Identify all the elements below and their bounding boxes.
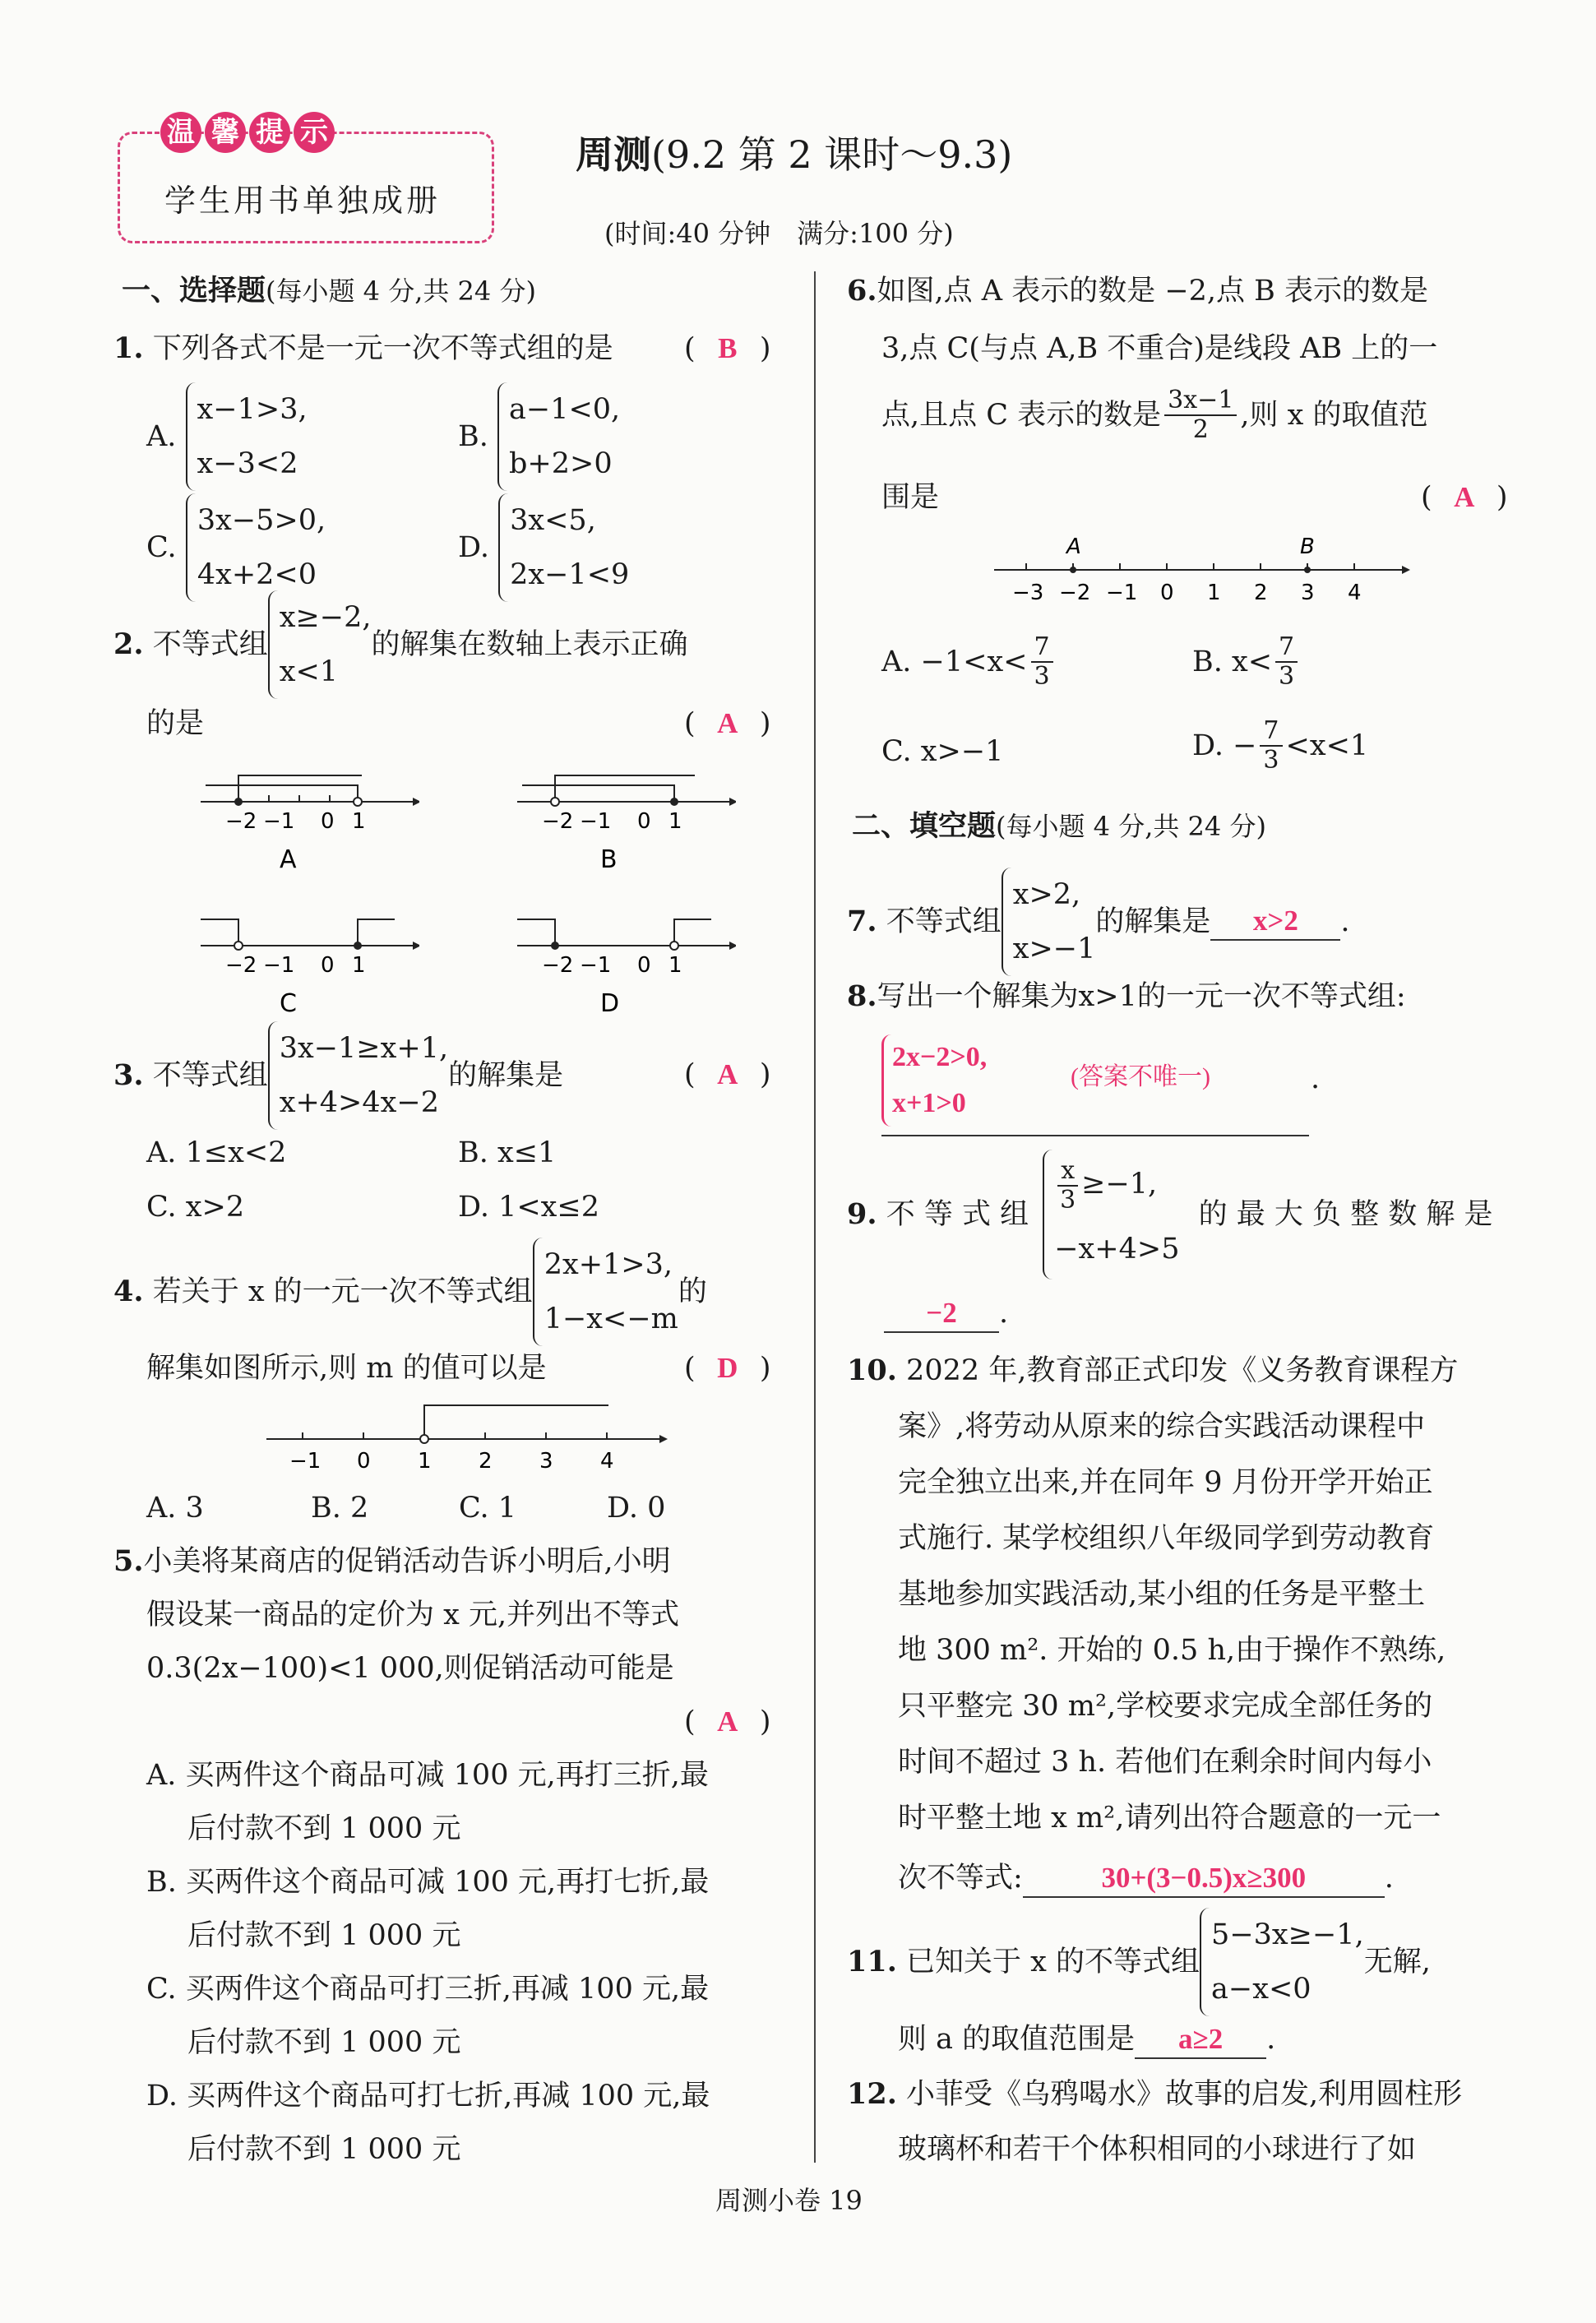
q6-option-a: A. −1<x< $\frac{7}{3}$ — [881, 633, 1057, 691]
q5-line2: 假设某一商品的定价为 x 元,并列出不等式 — [146, 1599, 680, 1631]
q5-line3: 0.3(2x−100)<1 000,则促销活动可能是 — [146, 1652, 674, 1685]
tick-label: 1 — [668, 809, 682, 834]
q8-note: (答案不唯一) — [1071, 1063, 1210, 1090]
title-bold: 周测 — [576, 132, 651, 177]
tick-label: −2 — [542, 953, 574, 978]
q10-line6: 地 300 m². 开始的 0.5 h,由于操作不熟练, — [898, 1634, 1446, 1667]
q5-option-b-line2: 后付款不到 1 000 元 — [187, 1919, 461, 1952]
q2-stem-line2: 的是 — [146, 707, 205, 740]
q11-line2: 则 a 的取值范围是 a≥2 . — [898, 2021, 1275, 2059]
q10-line2: 案》,将劳动从原来的综合实践活动课程中 — [898, 1410, 1426, 1443]
q10-answer: 30+(3−0.5)x≥300 — [1023, 1860, 1385, 1898]
q6-line2: 3,点 C(与点 A,B 不重合)是线段 AB 上的一 — [881, 332, 1438, 365]
q2-figure-c — [197, 896, 419, 1020]
tick-label: 2 — [1254, 581, 1268, 605]
figure-label: D — [600, 989, 620, 1018]
column-divider — [814, 271, 816, 2163]
title-rest: (9.2 第 2 课时～9.3) — [651, 132, 1013, 177]
tick-label: 1 — [668, 953, 682, 978]
tick-label: 0 — [1160, 581, 1174, 605]
q6-line1: 6.如图,点 A 表示的数是 −2,点 B 表示的数是 — [847, 274, 1429, 308]
q6-fraction: $\frac{3x-1}{2}$ — [1164, 386, 1237, 444]
tick-label: 2 — [479, 1449, 493, 1474]
q4-option-d: D. 0 — [607, 1492, 666, 1525]
tip-text: 学生用书单独成册 — [164, 183, 442, 219]
q6-answer-paren: ( A ) — [1421, 481, 1508, 514]
q5-option-c-line1: C. 买两件这个商品可打三折,再减 100 元,最 — [146, 1973, 710, 2006]
tick-label: −2 — [1059, 581, 1091, 605]
q4-option-c: C. 1 — [459, 1492, 517, 1525]
q4-stem-line2: 解集如图所示,则 m 的值可以是 — [146, 1352, 547, 1385]
tick-label: 3 — [539, 1449, 553, 1474]
tick-label: −1 — [263, 809, 295, 834]
figure-label: C — [280, 989, 297, 1018]
figure-label: A — [280, 845, 297, 874]
q5-option-a-line2: 后付款不到 1 000 元 — [187, 1812, 461, 1845]
tick-label: −1 — [580, 953, 612, 978]
tip-badge: 示 — [294, 112, 335, 153]
q6-option-d: D. − $\frac{7}{3}$ <x<1 — [1192, 716, 1369, 775]
tick-label: 0 — [321, 953, 335, 978]
tick-label: −1 — [1106, 581, 1138, 605]
tick-marks — [238, 795, 330, 802]
q1-stem: 1. 下列各式不是一元一次不等式组的是 — [113, 331, 613, 365]
q1-answer-paren: ( B ) — [684, 332, 771, 365]
q5-answer-paren: ( A ) — [684, 1705, 771, 1738]
q3-answer-paren: ( A ) — [684, 1058, 771, 1091]
figure-label: B — [600, 845, 618, 874]
tick-label: −2 — [225, 809, 257, 834]
q2-figure-b — [514, 752, 736, 876]
q10-line5: 基地参加实践活动,某小组的任务是平整土 — [898, 1578, 1426, 1611]
q5-option-d-line1: D. 买两件这个商品可打七折,再减 100 元,最 — [146, 2080, 710, 2112]
q6-option-b: B. x< $\frac{7}{3}$ — [1192, 633, 1301, 691]
q1-option-d: D. 3x<5, 2x−1<9 — [458, 493, 629, 602]
page-subtitle: (时间:40 分钟 满分:100 分) — [604, 218, 954, 249]
q3-stem: 3. 不等式组 3x−1≥x+1, x+4>4x−2 的解集是 — [113, 1021, 563, 1130]
q10-line8: 时间不超过 3 h. 若他们在剩余时间内每小 — [898, 1746, 1432, 1779]
q2-answer-paren: ( A ) — [684, 707, 771, 740]
q10-line7: 只平整完 30 m²,学校要求完成全部任务的 — [898, 1690, 1433, 1723]
q1-option-a: A. x−1>3, x−3<2 — [146, 382, 308, 491]
page-title — [576, 125, 1012, 179]
q5-option-a-line1: A. 买两件这个商品可减 100 元,再打三折,最 — [146, 1759, 709, 1792]
q7-answer: x>2 — [1210, 903, 1340, 941]
tick-label: 1 — [1207, 581, 1221, 605]
tick-label: −2 — [225, 953, 257, 978]
tick-label: 0 — [637, 809, 651, 834]
tip-badges — [160, 112, 335, 153]
tick-label: 1 — [352, 809, 366, 834]
tick-label: −3 — [1012, 581, 1044, 605]
q6-line3: 点,且点 C 表示的数是 $\frac{3x-1}{2}$ ,则 x 的取值范 — [881, 386, 1428, 444]
q2-stem: 2. 不等式组 x≥−2, x<1 的解集在数轴上表示正确 — [113, 590, 688, 699]
q7-stem: 7. 不等式组 x>2, x>−1 的解集是 x>2 . — [847, 868, 1350, 976]
point-label-b: B — [1300, 534, 1315, 559]
q1-option-c: C. 3x−5>0, 4x+2<0 — [146, 493, 326, 602]
q5-option-c-line2: 后付款不到 1 000 元 — [187, 2026, 461, 2059]
tip-badge: 温 — [160, 112, 201, 153]
q4-option-a: A. 3 — [146, 1492, 204, 1525]
q9-stem: 9. 不 等 式 组 $\frac{x}{3}$ ≥−1, −x+4>5 的 最 大 负 整 数 解 是 — [847, 1150, 1493, 1280]
q4-answer-paren: ( D ) — [684, 1352, 771, 1385]
q8-end: . — [1311, 1062, 1321, 1095]
q3-option-a: A. 1≤x<2 — [146, 1136, 287, 1169]
tip-badge: 馨 — [205, 112, 246, 153]
q8-answer: 2x−2>0, x+1>0 (答案不唯一) — [881, 1030, 1309, 1136]
tick-label: −1 — [263, 953, 295, 978]
point-label-a: A — [1066, 534, 1081, 559]
q4-stem: 4. 若关于 x 的一元一次不等式组 2x+1>3, 1−x<−m 的 — [113, 1238, 707, 1346]
tick-label: 4 — [600, 1449, 614, 1474]
q5-option-d-line2: 后付款不到 1 000 元 — [187, 2133, 461, 2166]
q9-answer-line: −2 . — [884, 1295, 1008, 1333]
q6-number-line — [991, 530, 1418, 613]
section2-heading: 二、填空题(每小题 4 分,共 24 分) — [852, 809, 1266, 843]
q9-answer: −2 — [884, 1295, 999, 1333]
q6-line4: 围是 — [881, 481, 940, 514]
q10-line4: 式施行. 某学校组织八年级同学到劳动教育 — [898, 1522, 1435, 1555]
tick-label: 1 — [352, 953, 366, 978]
q1-option-b: B. a−1<0, b+2>0 — [458, 382, 620, 491]
q3-option-b: B. x≤1 — [458, 1136, 557, 1169]
q11-stem: 11. 已知关于 x 的不等式组 5−3x≥−1, a−x<0 无解, — [847, 1908, 1431, 2016]
tick-label: −1 — [289, 1449, 322, 1474]
q12-line2: 玻璃杯和若干个体积相同的小球进行了如 — [898, 2133, 1417, 2166]
q4-number-line — [263, 1394, 674, 1476]
tick-label: 0 — [637, 953, 651, 978]
q11-answer: a≥2 — [1135, 2021, 1266, 2059]
section1-heading: 一、选择题(每小题 4 分,共 24 分) — [122, 274, 536, 308]
tip-badge: 提 — [249, 112, 290, 153]
q5-option-b-line1: B. 买两件这个商品可减 100 元,再打七折,最 — [146, 1866, 710, 1899]
tick-label: 4 — [1348, 581, 1362, 605]
q12-line1: 12. 小菲受《乌鸦喝水》故事的启发,利用圆柱形 — [847, 2077, 1463, 2111]
q6-option-c: C. x>−1 — [881, 735, 1004, 768]
tick-label: 3 — [1301, 581, 1315, 605]
q3-option-c: C. x>2 — [146, 1191, 245, 1224]
q5-line1: 5.小美将某商店的促销活动告诉小明后,小明 — [113, 1544, 671, 1578]
q10-line10: 次不等式: 30+(3−0.5)x≥300 . — [898, 1860, 1394, 1898]
q10-line1: 10. 2022 年,教育部正式印发《义务教育课程方 — [847, 1354, 1459, 1387]
tick-label: −2 — [542, 809, 574, 834]
tick-label: 0 — [357, 1449, 371, 1474]
q8-stem: 8.写出一个解集为x>1的一元一次不等式组: — [847, 979, 1406, 1013]
q10-line3: 完全独立出来,并在同年 9 月份开学开始正 — [898, 1466, 1433, 1499]
q4-option-b: B. 2 — [311, 1492, 369, 1525]
tick-label: 0 — [321, 809, 335, 834]
q2-figure-d — [514, 896, 736, 1020]
q3-option-d: D. 1<x≤2 — [458, 1191, 599, 1224]
page-footer: 周测小卷 19 — [715, 2185, 863, 2216]
tick-label: −1 — [580, 809, 612, 834]
q10-line9: 时平整土地 x m²,请列出符合题意的一元一 — [898, 1802, 1441, 1835]
q2-figure-a — [197, 752, 419, 876]
tick-label: 1 — [418, 1449, 432, 1474]
